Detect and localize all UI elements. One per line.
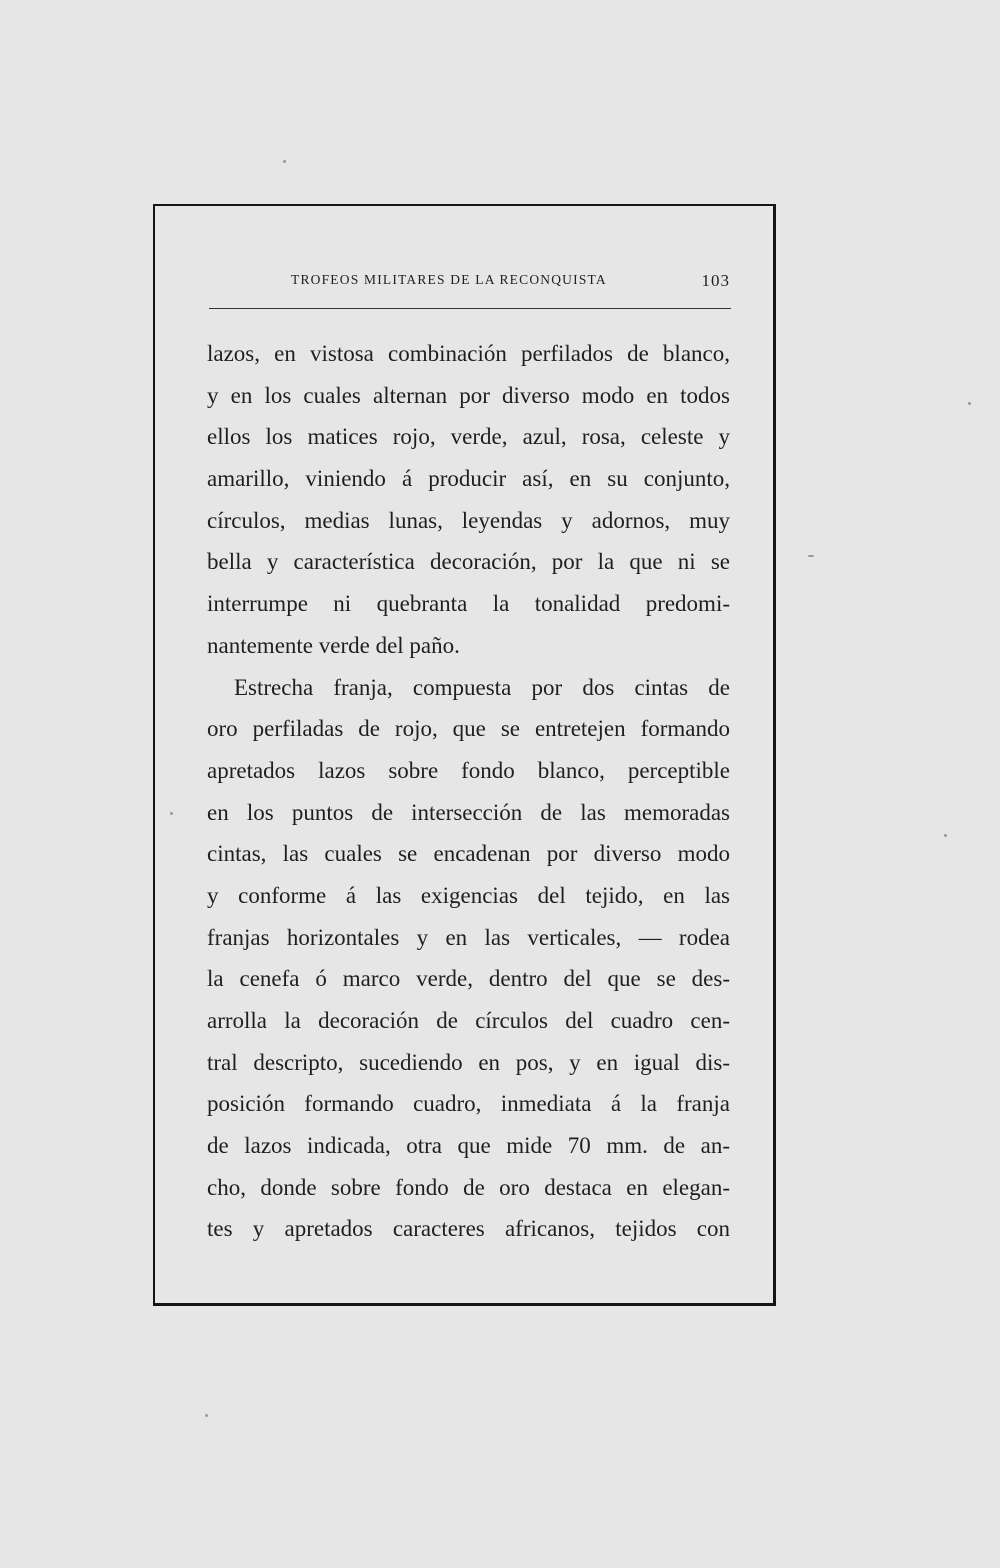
text-line: arrolla la decoración de círculos del cuadro cen- xyxy=(207,1008,730,1033)
paper-speck xyxy=(283,160,286,163)
text-line: lazos, en vistosa combinación perfilados de blanco, xyxy=(207,341,730,366)
paper-speck xyxy=(170,812,173,815)
text-line: Estrecha franja, compuesta por dos cintas de xyxy=(234,674,730,700)
text-line: cintas, las cuales se encadenan por diverso modo xyxy=(207,841,730,867)
text-line: y conforme á las exigencias del tejido, en las xyxy=(207,882,730,908)
text-line: cho, donde sobre fondo de oro destaca en elegan- xyxy=(207,1174,730,1200)
text-line: tes y apretados caracteres africanos, tejidos con xyxy=(207,1216,730,1242)
running-title: TROFEOS MILITARES DE LA RECONQUISTA xyxy=(291,272,607,287)
text-line: la cenefa ó marco verde, dentro del que se des- xyxy=(207,966,730,992)
running-head xyxy=(207,272,730,294)
paper-speck xyxy=(808,555,814,557)
text-line: posición formando cuadro, inmediata á la franja xyxy=(207,1091,730,1117)
paper-speck xyxy=(205,1414,208,1417)
body-text xyxy=(207,333,730,1250)
text-line: ellos los matices rojo, verde, azul, rosa, celeste y xyxy=(207,424,730,450)
text-line: círculos, medias lunas, leyendas y adornos, muy xyxy=(207,507,730,533)
text-line: oro perfiladas de rojo, que se entretejen formando xyxy=(207,716,730,742)
text-line: interrumpe ni quebranta la tonalidad predomi- xyxy=(207,591,730,617)
text-line: tral descripto, sucediendo en pos, y en igual dis- xyxy=(207,1049,730,1075)
text-line: y en los cuales alternan por diverso modo en todos xyxy=(207,382,730,408)
text-line: de lazos indicada, otra que mide 70 mm. de an- xyxy=(207,1133,730,1159)
text-line: bella y característica decoración, por la que ni se xyxy=(207,549,730,575)
text-line: nantemente verde del paño. xyxy=(207,632,460,658)
header-rule xyxy=(209,308,731,309)
text-line: apretados lazos sobre fondo blanco, perceptible xyxy=(207,757,730,783)
text-line: amarillo, viniendo á producir así, en su conjunto, xyxy=(207,466,730,492)
paper-speck xyxy=(944,834,947,837)
text-line: franjas horizontales y en las verticales, — rodea xyxy=(207,924,730,950)
paper-speck xyxy=(968,402,971,405)
page-number: 103 xyxy=(701,271,730,290)
text-line: en los puntos de intersección de las memoradas xyxy=(207,799,730,825)
